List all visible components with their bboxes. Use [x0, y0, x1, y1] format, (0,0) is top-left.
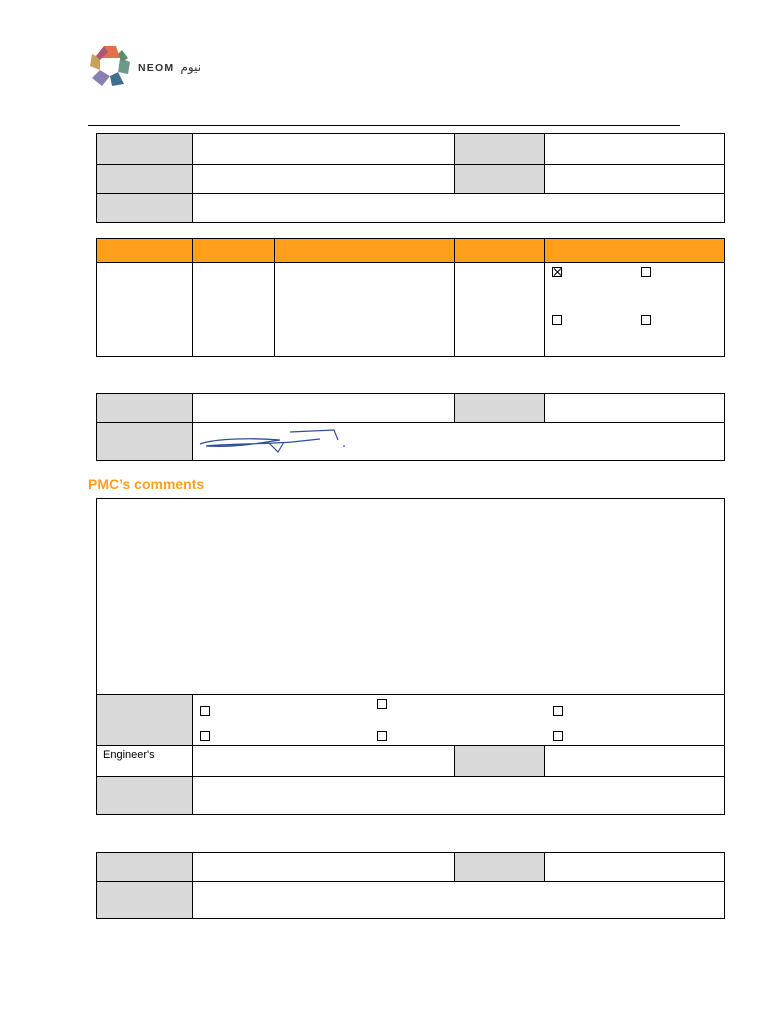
info-value-cell[interactable]: [193, 165, 455, 194]
final-label-cell: [97, 882, 193, 919]
final-label-cell: [455, 853, 545, 882]
sign-value-cell[interactable]: [193, 394, 455, 423]
pmc-status-checkbox-5[interactable]: [377, 731, 387, 741]
pmc-value-cell[interactable]: [545, 746, 725, 777]
logo-text-arabic: نيوم: [180, 60, 202, 74]
submission-header-cell: [275, 239, 455, 263]
pmc-value-cell-wide[interactable]: [193, 777, 725, 815]
pmc-status-checkbox-6[interactable]: [553, 731, 563, 741]
engineer-value-cell[interactable]: [193, 746, 455, 777]
contractor-sign-table: [96, 393, 725, 461]
info-value-cell[interactable]: [545, 165, 725, 194]
pmc-status-options-cell: [193, 695, 725, 746]
pmc-status-checkbox-4[interactable]: [200, 731, 210, 741]
logo-text-english: NEOM: [138, 62, 175, 74]
document-info-table: [96, 133, 725, 223]
status-checkbox-3[interactable]: [552, 315, 562, 325]
info-label-cell: [455, 134, 545, 165]
handwritten-signature: [196, 426, 356, 456]
engineer-label: Engineer's: [103, 749, 155, 761]
pmc-comments-box[interactable]: [97, 499, 725, 695]
info-label-cell: [455, 165, 545, 194]
final-signoff-table: [96, 852, 725, 919]
pmc-status-label-cell: [97, 695, 193, 746]
status-cell: [545, 263, 725, 357]
final-value-cell[interactable]: [193, 853, 455, 882]
submission-header-cell: [545, 239, 725, 263]
pmc-status-checkbox-3[interactable]: [553, 706, 563, 716]
submission-cell[interactable]: [193, 263, 275, 357]
status-checkbox-1[interactable]: [552, 267, 562, 277]
submission-table: [96, 238, 725, 357]
final-label-cell: [97, 853, 193, 882]
info-label-cell: [97, 134, 193, 165]
sign-label-cell: [97, 394, 193, 423]
status-checkbox-2[interactable]: [641, 267, 651, 277]
pmc-comments-table: [96, 498, 725, 815]
submission-header-cell: [193, 239, 275, 263]
sign-label-cell: [97, 423, 193, 461]
submission-cell[interactable]: [455, 263, 545, 357]
engineer-label-cell: [97, 746, 193, 777]
pmc-comments-heading: PMC’s comments: [88, 476, 205, 492]
info-value-cell-wide[interactable]: [193, 194, 725, 223]
final-value-cell-wide[interactable]: [193, 882, 725, 919]
pmc-label-cell: [97, 777, 193, 815]
submission-cell[interactable]: [97, 263, 193, 357]
header-rule: [88, 125, 680, 126]
pmc-status-checkbox-1[interactable]: [200, 706, 210, 716]
pmc-status-checkbox-2[interactable]: [377, 699, 387, 709]
info-label-cell: [97, 165, 193, 194]
submission-header-cell: [97, 239, 193, 263]
info-value-cell[interactable]: [193, 134, 455, 165]
submission-cell[interactable]: [275, 263, 455, 357]
sign-label-cell: [455, 394, 545, 423]
info-label-cell: [97, 194, 193, 223]
sign-value-cell[interactable]: [545, 394, 725, 423]
logo-wordmark: [138, 60, 201, 74]
pmc-label-cell: [455, 746, 545, 777]
status-checkbox-4[interactable]: [641, 315, 651, 325]
info-value-cell[interactable]: [545, 134, 725, 165]
final-value-cell[interactable]: [545, 853, 725, 882]
submission-header-cell: [455, 239, 545, 263]
